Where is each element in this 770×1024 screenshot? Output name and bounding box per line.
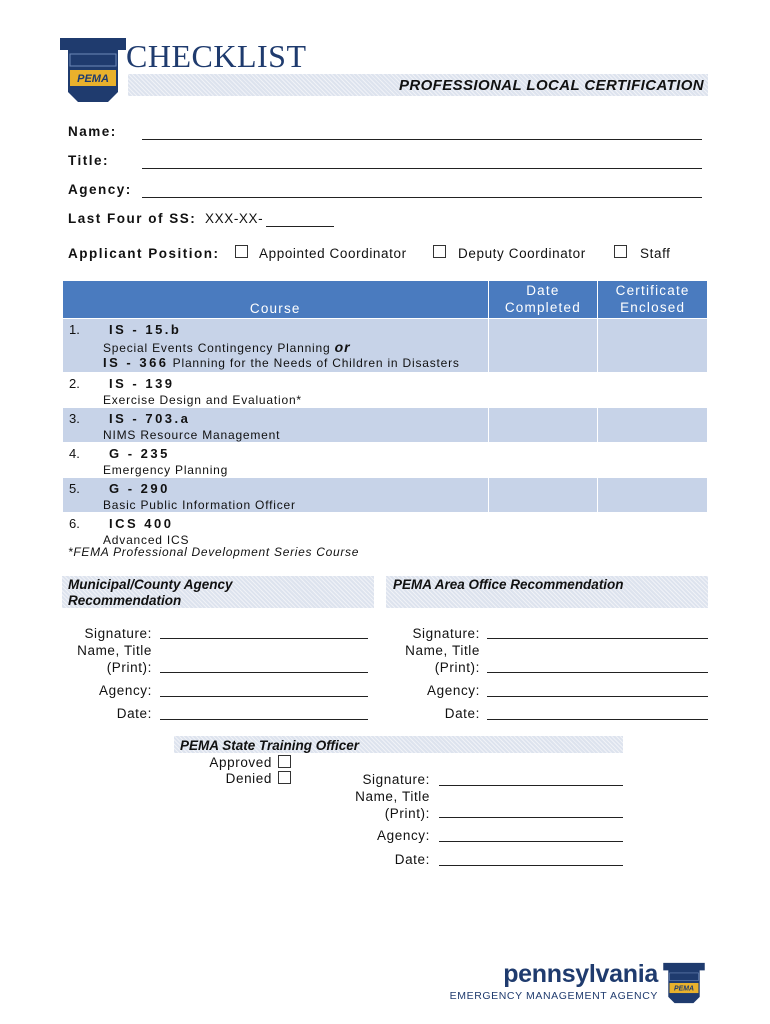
left-signature-field[interactable] <box>160 638 368 639</box>
pema-keystone-logo <box>58 36 128 104</box>
appointed-coordinator-checkbox[interactable] <box>235 245 248 258</box>
approved-label: Approved <box>209 755 272 770</box>
table-row: 1. IS - 15.b Special Events Contingency Planning or IS - 366 Planning for the Needs of Children in Disasters <box>63 319 708 373</box>
staff-label: Staff <box>640 246 671 261</box>
footer-agency-name: EMERGENCY MANAGEMENT AGENCY <box>449 990 658 1002</box>
course-column-header: Course <box>63 281 489 319</box>
certificate-enclosed-cell[interactable] <box>598 373 708 408</box>
certificate-enclosed-cell[interactable] <box>598 513 708 548</box>
ss-field[interactable] <box>266 226 334 227</box>
right-agency-field[interactable] <box>487 696 708 697</box>
left-name-title-field[interactable] <box>160 672 368 673</box>
right-name-title-field[interactable] <box>487 672 708 673</box>
area-office-recommendation-title: PEMA Area Office Recommendation <box>393 577 624 592</box>
footer-state-name: pennsylvania <box>503 960 658 988</box>
right-date-field[interactable] <box>487 719 708 720</box>
agency-field[interactable] <box>142 197 702 198</box>
table-row: 6. ICS 400 Advanced ICS <box>63 513 708 548</box>
left-date-label: Date: <box>116 706 152 721</box>
left-signature-labels: Signature: Name, Title (Print): <box>77 626 152 675</box>
denied-label: Denied <box>225 771 272 786</box>
left-agency-label: Agency: <box>99 683 152 698</box>
ss-label: Last Four of SS: <box>68 211 197 226</box>
date-completed-cell[interactable] <box>488 443 598 478</box>
date-completed-cell[interactable] <box>488 319 598 373</box>
footer-logo-text: PEMA <box>674 985 694 993</box>
title-field[interactable] <box>142 168 702 169</box>
officer-name-title-field[interactable] <box>439 817 623 818</box>
table-row: 4. G - 235 Emergency Planning <box>63 443 708 478</box>
right-date-label: Date: <box>444 706 480 721</box>
ss-prefix: XXX-XX- <box>205 211 264 226</box>
footnote: *FEMA Professional Development Series Course <box>68 545 360 559</box>
right-agency-label: Agency: <box>427 683 480 698</box>
date-completed-cell[interactable] <box>488 513 598 548</box>
municipal-recommendation-title: Municipal/County Agency Recommendation <box>68 577 233 608</box>
officer-date-field[interactable] <box>439 865 623 866</box>
name-field[interactable] <box>142 139 702 140</box>
footer-keystone-logo <box>662 960 706 1006</box>
officer-signature-field[interactable] <box>439 785 623 786</box>
officer-agency-field[interactable] <box>439 841 623 842</box>
logo-text: PEMA <box>77 73 109 85</box>
state-officer-title: PEMA State Training Officer <box>180 738 360 753</box>
position-label: Applicant Position: <box>68 246 220 261</box>
certificate-enclosed-cell[interactable] <box>598 443 708 478</box>
page-title: CHECKLIST <box>126 38 307 74</box>
date-completed-cell[interactable] <box>488 373 598 408</box>
left-date-field[interactable] <box>160 719 368 720</box>
table-row: 3. IS - 703.a NIMS Resource Management <box>63 408 708 443</box>
staff-checkbox[interactable] <box>614 245 627 258</box>
right-signature-labels: Signature: Name, Title (Print): <box>405 626 480 675</box>
table-row: 5. G - 290 Basic Public Information Officer <box>63 478 708 513</box>
deputy-coordinator-checkbox[interactable] <box>433 245 446 258</box>
right-signature-field[interactable] <box>487 638 708 639</box>
name-label: Name: <box>68 124 117 139</box>
certificate-enclosed-column-header: Certificate Enclosed <box>598 281 708 319</box>
page-subtitle: PROFESSIONAL LOCAL CERTIFICATION <box>398 77 704 94</box>
date-completed-cell[interactable] <box>488 408 598 443</box>
certificate-enclosed-cell[interactable] <box>598 319 708 373</box>
deputy-coordinator-label: Deputy Coordinator <box>458 246 586 261</box>
approved-checkbox[interactable] <box>278 755 291 768</box>
officer-agency-label: Agency: <box>377 828 430 843</box>
officer-date-label: Date: <box>394 852 430 867</box>
officer-signature-labels: Signature: Name, Title (Print): <box>355 772 430 821</box>
course-table <box>62 280 708 548</box>
table-row: 2. IS - 139 Exercise Design and Evaluation* <box>63 373 708 408</box>
left-agency-field[interactable] <box>160 696 368 697</box>
date-completed-cell[interactable] <box>488 478 598 513</box>
agency-label: Agency: <box>68 182 132 197</box>
appointed-coordinator-label: Appointed Coordinator <box>259 246 407 261</box>
date-completed-column-header: Date Completed <box>488 281 598 319</box>
denied-checkbox[interactable] <box>278 771 291 784</box>
certificate-enclosed-cell[interactable] <box>598 408 708 443</box>
certificate-enclosed-cell[interactable] <box>598 478 708 513</box>
title-label: Title: <box>68 153 110 168</box>
